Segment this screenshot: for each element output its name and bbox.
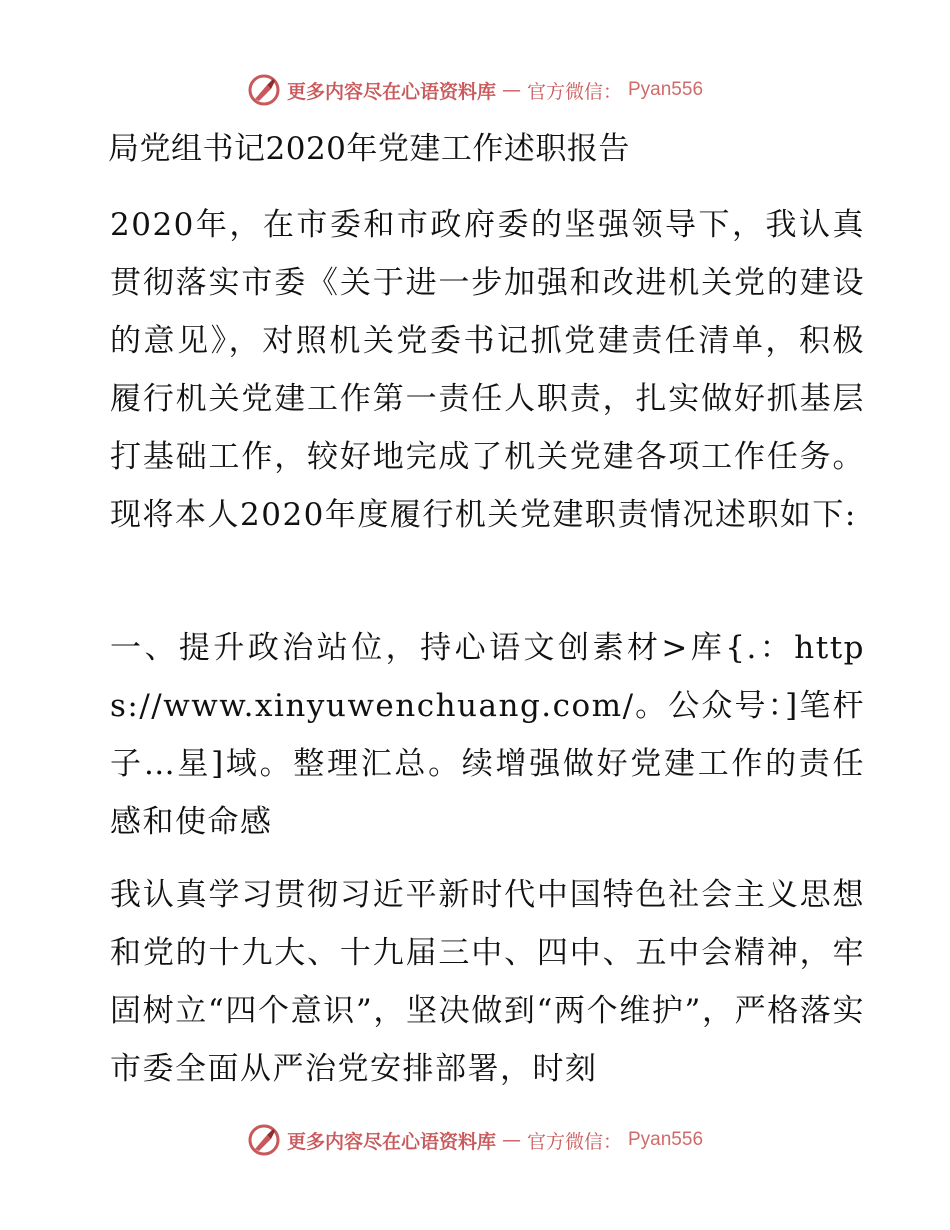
watermark-main-text: 更多内容尽在心语资料库 (286, 80, 496, 103)
pen-nib-logo-icon (247, 1123, 281, 1157)
document-title: 局党组书记2020年党建工作述职报告 (108, 131, 630, 167)
watermark-footer (0, 1120, 950, 1160)
watermark-sub-text: 官方微信： (526, 1130, 622, 1153)
paragraph-section-one-heading: 一、提升政治站位，持心语文创素材>库{.：https://www.xinyuwenchuang.com/。公众号：]笔杆子…星]域。整理汇总。续增强做好党建工作的责任感和使命感 (110, 630, 865, 840)
paragraph-section-one-body: 我认真学习贯彻习近平新时代中国特色社会主义思想和党的十九大、十九届三中、四中、五中会精神，牢固树立“四个意识”，坚决做到“两个维护”，严格落实市委全面从严治党安排部署，时刻 (110, 877, 865, 1087)
watermark-wechat-id: Pyan556 (628, 79, 704, 100)
watermark-dash: — (501, 79, 521, 101)
watermark-header (0, 70, 950, 110)
watermark-wechat-id: Pyan556 (628, 1129, 704, 1150)
paragraph-intro: 2020年，在市委和市政府委的坚强领导下，我认真贯彻落实市委《关于进一步加强和改进机关党的建设的意见》，对照机关党委书记抓党建责任清单，积极履行机关党建工作第一责任人职责，扎实做好抓基层打基础工作，较好地完成了机关党建各项工作任务。现将本人2020年度履行机关党建职责情况述职如下: (110, 207, 865, 533)
watermark-dash: — (501, 1129, 521, 1151)
watermark-sub-text: 官方微信： (526, 80, 622, 103)
pen-nib-logo-icon (247, 73, 281, 107)
watermark-main-text: 更多内容尽在心语资料库 (286, 1130, 496, 1153)
